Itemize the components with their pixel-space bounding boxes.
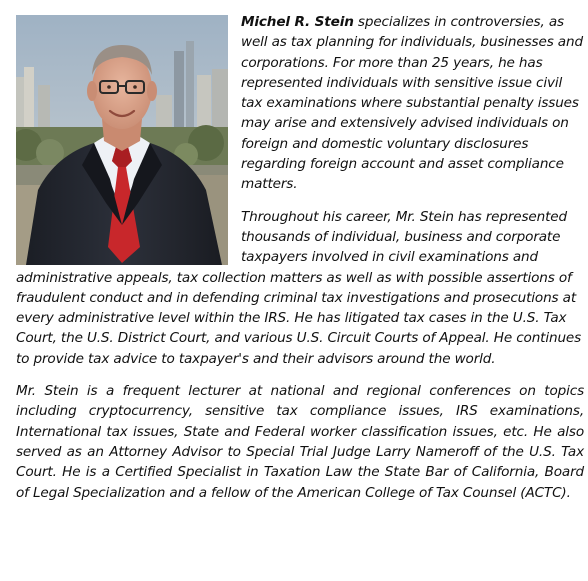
attorney-portrait-photo	[16, 15, 228, 265]
bio-paragraph-lecturer: Mr. Stein is a frequent lecturer at national and regional conferences on topics including cryptocurrency, sensitive tax compliance issues, IRS examinations, International tax issues, State and Federal worker classification issues, etc. He also served as an Attorney Advisor to Special Trial Judge Larry Nameroff of the U.S. Tax Court. He is a Certified Specialist in Taxation Law the State Bar of California, Board of Legal Specialization and a fellow of the American College of Tax Counsel (ACTC).	[16, 383, 584, 501]
attorney-name: Michel R. Stein	[241, 14, 354, 30]
bio-paragraph-intro-text: specializes in controversies, as well as tax planning for individuals, businesses and corporations. For more than 25 years, he has represented individuals with sensitive issue civil tax examinations where substantial penalty issues may arise and extensively advised individuals on foreign and domestic voluntary disclosures regarding foreign account and asset compliance matters.	[241, 14, 583, 193]
bio-paragraph-career: Throughout his career, Mr. Stein has represented thousands of individual, business and corporate taxpayers involved in civil examinations and administrative appeals, tax collection matters as well as with possible assertions of fraudulent conduct and in defending criminal tax investigations and prosecutions at every administrative level within the IRS. He has litigated tax cases in the U.S. Tax Court, the U.S. District Court, and various U.S. Circuit Courts of Appeal. He continues to provide tax advice to taxpayer's and their advisors around the world.	[16, 208, 582, 367]
attorney-bio	[16, 12, 584, 503]
